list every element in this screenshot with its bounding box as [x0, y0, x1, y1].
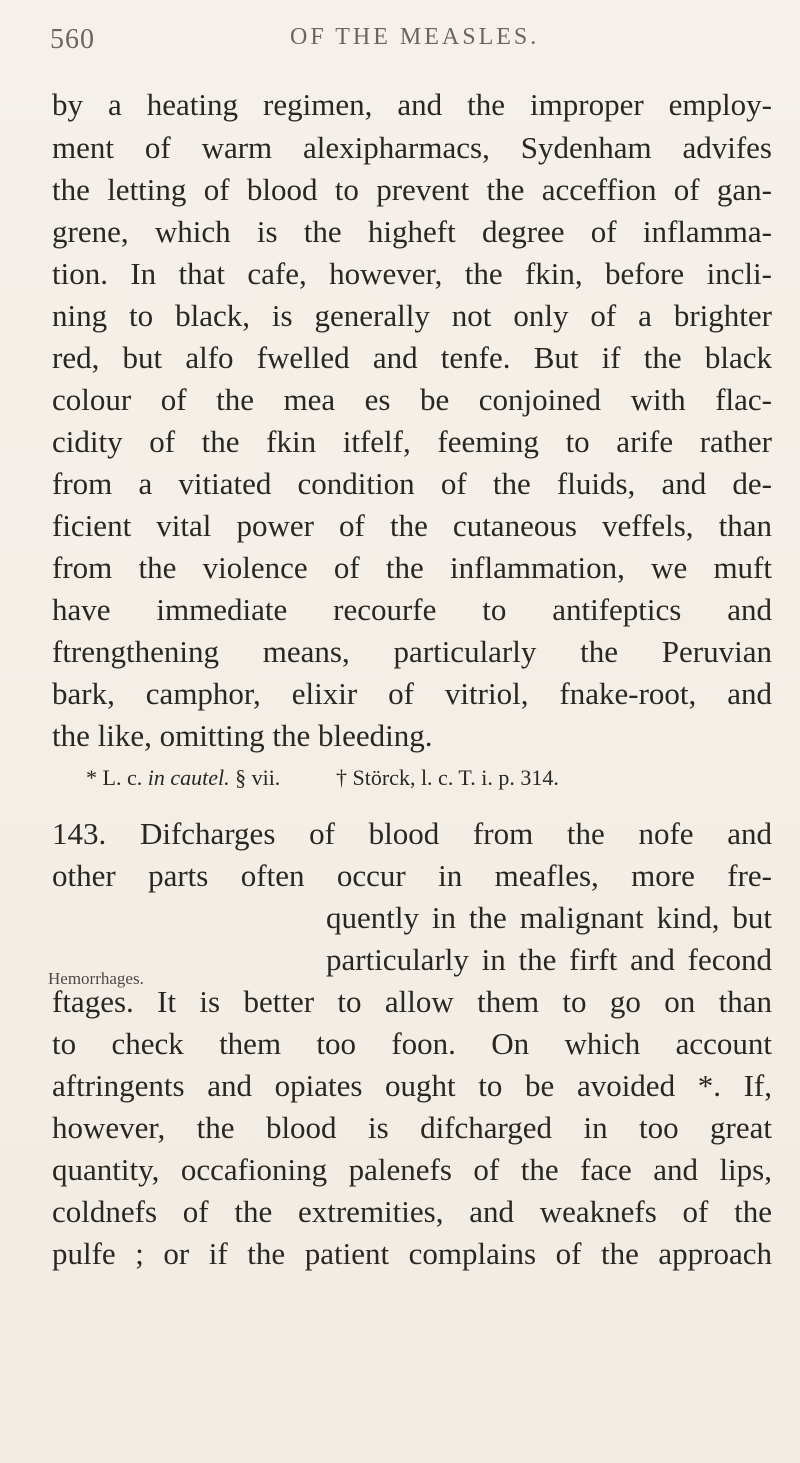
body-line: ficient vital power of the cutaneous veffels, than: [52, 508, 772, 543]
section-line: aftringents and opiates ought to be avoided *. If,: [52, 1068, 772, 1103]
section-first-line: [52, 815, 772, 853]
footnote-left: [86, 762, 280, 794]
body-line: have immediate recourfe to antifeptics and: [52, 592, 772, 627]
body-line: colour of the mea es be conjoined with flac-: [52, 382, 772, 417]
footnote-left-italic: in cautel.: [147, 765, 230, 790]
section-number: 143.: [52, 816, 107, 851]
section-line: other parts often occur in meafles, more fre-: [52, 858, 772, 893]
body-line: cidity of the fkin itfelf, feeming to arife rather: [52, 424, 772, 459]
running-head: OF THE MEASLES.: [290, 24, 540, 50]
body-line: from a vitiated condition of the fluids, and de-: [52, 466, 772, 501]
footnote-right: † Störck, l. c. T. i. p. 314.: [336, 765, 559, 790]
body-line: the letting of blood to prevent the acceffion of gan-: [52, 172, 772, 207]
footnote-line: [86, 762, 726, 794]
body-line: grene, which is the higheft degree of inflamma-: [52, 214, 772, 249]
section-line: quently in the malignant kind, but: [326, 900, 772, 935]
body-line: bark, camphor, elixir of vitriol, fnake-root, and: [52, 676, 772, 711]
section-line: ftages. It is better to allow them to go on than: [52, 984, 772, 1019]
section-line: pulfe ; or if the patient complains of the approach: [52, 1236, 772, 1271]
page-header: [0, 18, 800, 58]
body-line: by a heating regimen, and the improper employ-: [52, 87, 772, 122]
body-line: ning to black, is generally not only of a brighter: [52, 298, 772, 333]
page-number: 560: [50, 24, 95, 55]
body-line: red, but alfo fwelled and tenfe. But if the black: [52, 340, 772, 375]
section-first-line-text: Difcharges of blood from the nofe and: [139, 816, 772, 851]
body-line: tion. In that cafe, however, the fkin, before incli-: [52, 256, 772, 291]
section-line: coldnefs of the extremities, and weaknefs of the: [52, 1194, 772, 1229]
section-line: to check them too foon. On which account: [52, 1026, 772, 1061]
body-line: from the violence of the inflammation, we muft: [52, 550, 772, 585]
body-line: ftrengthening means, particularly the Peruvian: [52, 634, 772, 669]
body-line: ment of warm alexipharmacs, Sydenham advifes: [52, 130, 772, 165]
body-line-final: the like, omitting the bleeding.: [52, 718, 433, 753]
section-line: however, the blood is difcharged in too great: [52, 1110, 772, 1145]
section-line: quantity, occafioning palenefs of the face and lips,: [52, 1152, 772, 1187]
marginal-note: Hemorrhages.: [48, 969, 144, 988]
footnote-left-prefix: * L. c.: [86, 765, 143, 790]
section-line: particularly in the firft and fecond: [326, 942, 772, 977]
footnote-left-suffix: § vii.: [235, 765, 281, 790]
